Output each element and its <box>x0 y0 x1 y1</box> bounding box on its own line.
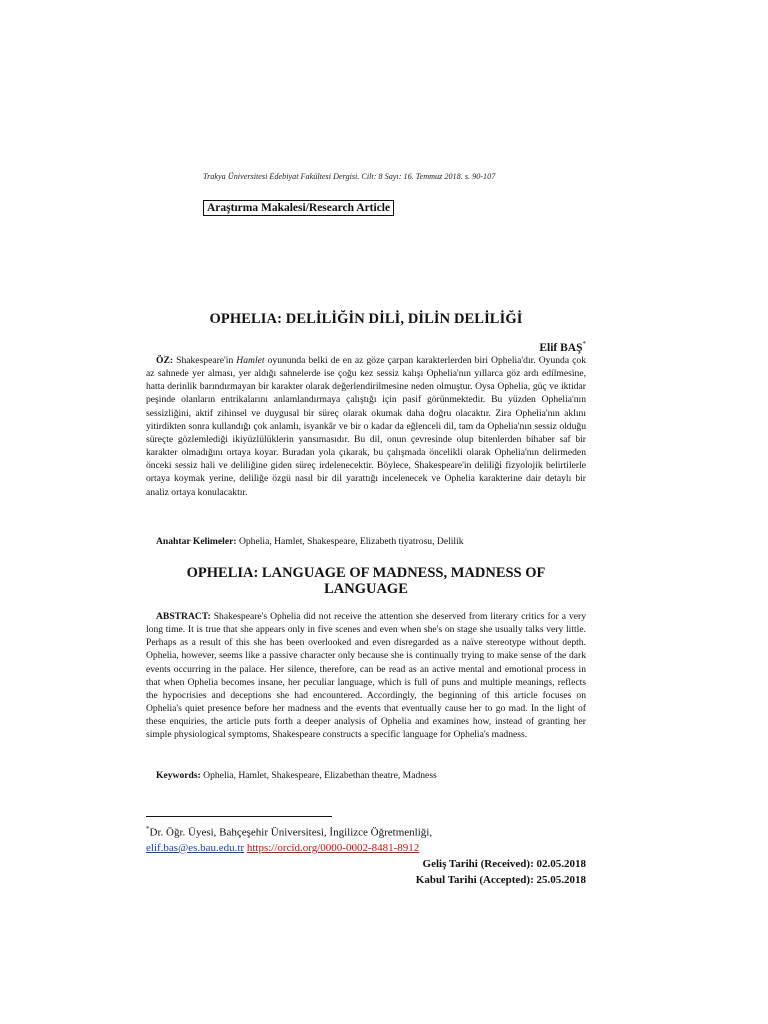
abstract-english-paragraph <box>146 610 586 742</box>
footnote <box>146 822 432 856</box>
keywords-turkish <box>156 536 464 547</box>
footnote-affiliation-line <box>146 822 432 841</box>
article-type-box: Araştırma Makalesi/Research Article <box>203 200 394 216</box>
abstract-english-label: ABSTRACT: <box>156 611 211 622</box>
journal-header: Trakya Üniversitesi Edebiyat Fakültesi Dergisi. Cilt: 8 Sayı: 16. Temmuz 2018. s. 90-107 <box>203 172 496 181</box>
abstract-turkish-italic-title: Hamlet <box>236 355 265 366</box>
abstract-turkish-paragraph <box>146 354 586 499</box>
keywords-english-text: Ophelia, Hamlet, Shakespeare, Elizabethan theatre, Madness <box>200 770 437 781</box>
footnote-links-line <box>146 841 432 856</box>
footnote-divider <box>146 816 332 817</box>
footnote-mark: * <box>146 825 150 833</box>
author-email-link[interactable]: elif.bas@es.bau.edu.tr <box>146 841 245 854</box>
abstract-english-text: Shakespeare's Ophelia did not receive the attention she deserved from literary critics for a very long time. It is true that she appears only in five scenes and even when she's on stage she usually talks very little. Perhaps as a result of this she has been overlooked and even disregarded as a naïve stereotype without depth. Ophelia, however, seems like a passive character only because she is continually trying to make sense of the dark events occurring in the palace. Her silence, therefore, can be read as an active mental and emotional process in that when Ophelia becomes insane, her peculiar language, which is full of puns and multiple meanings, reflects the hypocrisies and deceptions she had encountered. Accordingly, the beginning of this article focuses on Ophelia's quiet presence before her madness and the events that eventually cause her to go mad. In the light of these enquiries, the article puts forth a deeper analysis of Ophelia and examines how, instead of granting her simple physiological symptoms, Shakespeare constructs a specific language for Ophelia's madness. <box>146 611 586 741</box>
keywords-english <box>156 770 437 781</box>
abstract-turkish-label: ÖZ: <box>156 355 174 366</box>
author-name-text: Elif BAŞ <box>539 341 583 354</box>
keywords-turkish-label: Anahtar Kelimeler: <box>156 536 237 547</box>
keywords-turkish-text: Ophelia, Hamlet, Shakespeare, Elizabeth tiyatrosu, Delilik <box>236 536 464 547</box>
title-english: OPHELIA: LANGUAGE OF MADNESS, MADNESS OF LANGUAGE <box>186 565 546 597</box>
orcid-link[interactable]: https://orcid.org/0000-0002-8481-8912 <box>246 841 420 854</box>
title-turkish: OPHELIA: DELİLİĞİN DİLİ, DİLİN DELİLİĞİ <box>209 311 523 327</box>
received-date: Geliş Tarihi (Received): 02.05.2018 <box>422 858 586 870</box>
abstract-english <box>146 610 586 742</box>
accepted-date: Kabul Tarihi (Accepted): 25.05.2018 <box>415 874 586 886</box>
abstract-turkish-text-2: oyununda belki de en az göze çarpan karakterlerden biri Ophelia'dır. Oyunda çok az sahnede yer alması, yer aldığı sahnelerde ise çoğu kez sessiz kalışı Ophelia'nın yıllarca göz ardı edilmesine, hatta derinlik barındırmayan bir karakter olarak değerlendirilmesine neden olmuştur. Oysa Ophelia, güç ve iktidar peşinde olanların entrikalarını anlamlandırmaya çalıştığı için pasif görünmektedir. Bu yüzden Ophelia'nın sessizliğini, aktif zihinsel ve duygusal bir süreç olarak okumak daha doğru olacaktır. Zira Ophelia'nın aklını yitirdikten sonra kullandığı çok anlamlı, isyankâr ve bir o kadar da eğlenceli dil, tam da Ophelia'nın sessiz olduğu süreçte gözlemlediği ikiyüzlülüklerin yansımasıdır. Bu dil, onun çevresinde olup bitenlerden bihaber saf bir karakter olmadığını ortaya koyar. Buradan yola çıkarak, bu çalışmada öncelikli olarak Ophelia'nın delirmeden önceki sessiz hali ve deliliğine giden süreç irdelenecektir. Böylece, Shakespeare'in deliliği fizyolojik belirtilerle ortaya koymak yerine, deliliğe özgü nasıl bir dil yarattığı incelenecek ve Ophelia karakterine dair detaylı bir analiz ortaya konulacaktır. <box>146 355 586 498</box>
keywords-english-label: Keywords: <box>156 770 201 781</box>
abstract-turkish <box>146 354 586 499</box>
author-footnote-mark: * <box>582 340 586 348</box>
author-name <box>539 340 586 354</box>
footnote-affiliation: Dr. Öğr. Üyesi, Bahçeşehir Üniversitesi, İngilizce Öğretmenliği, <box>149 826 433 839</box>
abstract-turkish-text-1: Shakespeare'in <box>173 355 237 366</box>
submission-dates <box>416 856 586 888</box>
